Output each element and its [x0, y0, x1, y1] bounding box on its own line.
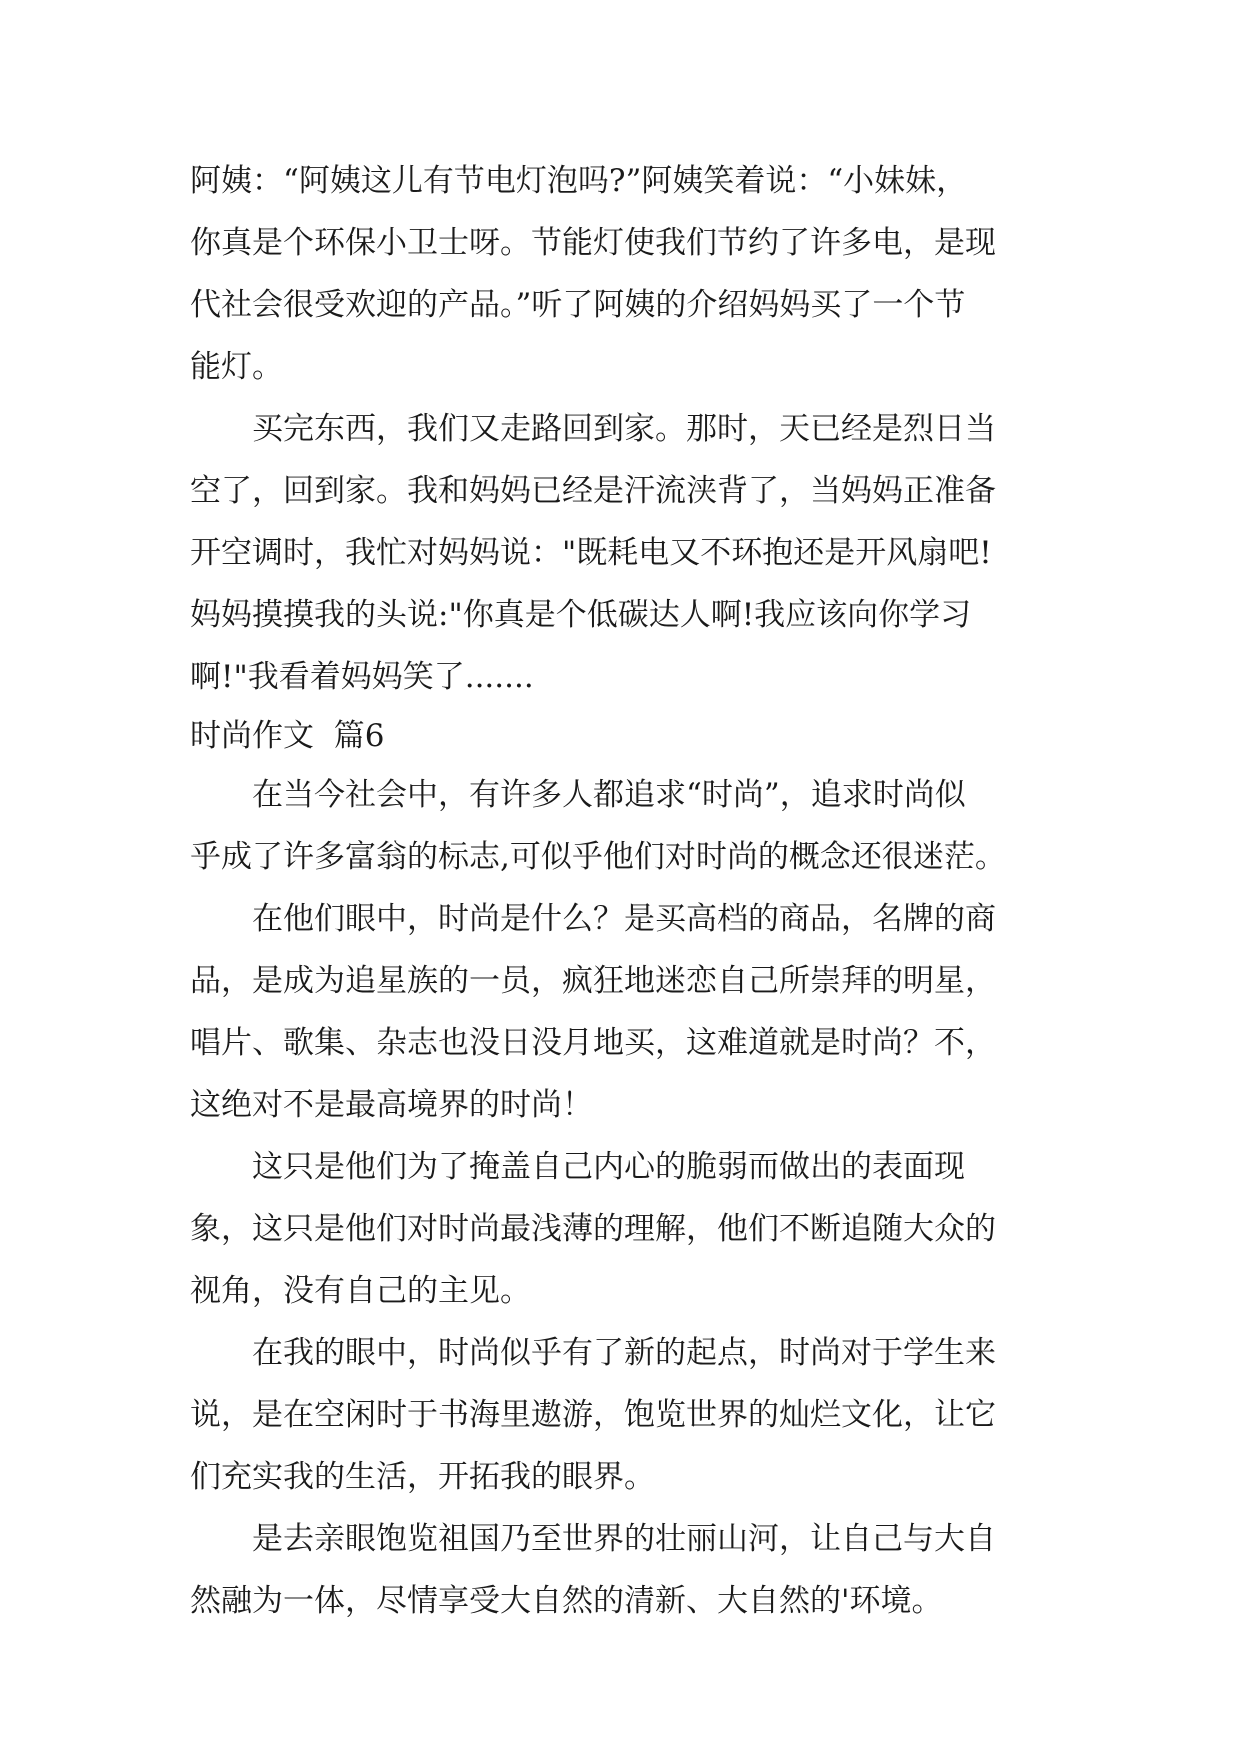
text-line: 阿姨：“阿姨这儿有节电灯泡吗?”阿姨笑着说：“小妹妹， [190, 163, 968, 199]
text-line: 视角，没有自己的主见。 [190, 1273, 531, 1309]
text-line: 象，这只是他们对时尚最浅薄的理解，他们不断追随大众的 [190, 1211, 996, 1247]
text-line: 你真是个环保小卫士呀。节能灯使我们节约了许多电，是现 [190, 225, 996, 261]
text-line: 在当今社会中，有许多人都追求“时尚”，追求时尚似 [190, 777, 966, 813]
text-line: 妈妈摸摸我的头说:"你真是个低碳达人啊!我应该向你学习 [190, 597, 972, 633]
text-line: 说，是在空闲时于书海里遨游，饱览世界的灿烂文化，让它 [190, 1397, 996, 1433]
text-line: 品，是成为追星族的一员，疯狂地迷恋自己所崇拜的明星， [190, 963, 996, 999]
text-line: 在他们眼中，时尚是什么？是买高档的商品，名牌的商 [190, 901, 996, 937]
text-line: 然融为一体，尽情享受大自然的清新、大自然的'环境。 [190, 1583, 943, 1619]
section-title: 时尚作文 篇6 [190, 718, 385, 754]
text-line: 们充实我的生活，开拓我的眼界。 [190, 1459, 655, 1495]
text-line: 乎成了许多富翁的标志,可似乎他们对时尚的概念还很迷茫。 [190, 839, 1006, 875]
text-line: 是去亲眼饱览祖国乃至世界的壮丽山河，让自己与大自 [190, 1521, 996, 1557]
text-line: 啊!"我看着妈妈笑了....... [190, 659, 534, 695]
text-line: 这只是他们为了掩盖自己内心的脆弱而做出的表面现 [190, 1149, 965, 1185]
text-line: 代社会很受欢迎的产品。”听了阿姨的介绍妈妈买了一个节 [190, 287, 966, 323]
text-line: 能灯。 [190, 349, 283, 385]
text-line: 这绝对不是最高境界的时尚！ [190, 1087, 593, 1123]
text-line: 在我的眼中，时尚似乎有了新的起点，时尚对于学生来 [190, 1335, 996, 1371]
paragraph-block-top [190, 150, 1070, 708]
text-line: 买完东西，我们又走路回到家。那时，天已经是烈日当 [190, 411, 996, 447]
text-line: 唱片、歌集、杂志也没日没月地买，这难道就是时尚？不， [190, 1025, 996, 1061]
text-line: 空了，回到家。我和妈妈已经是汗流浃背了，当妈妈正准备 [190, 473, 996, 509]
paragraph-block-bottom [190, 764, 1070, 1632]
document-page [190, 150, 1070, 1632]
text-line: 开空调时，我忙对妈妈说："既耗电又不环抱还是开风扇吧! [190, 535, 992, 571]
